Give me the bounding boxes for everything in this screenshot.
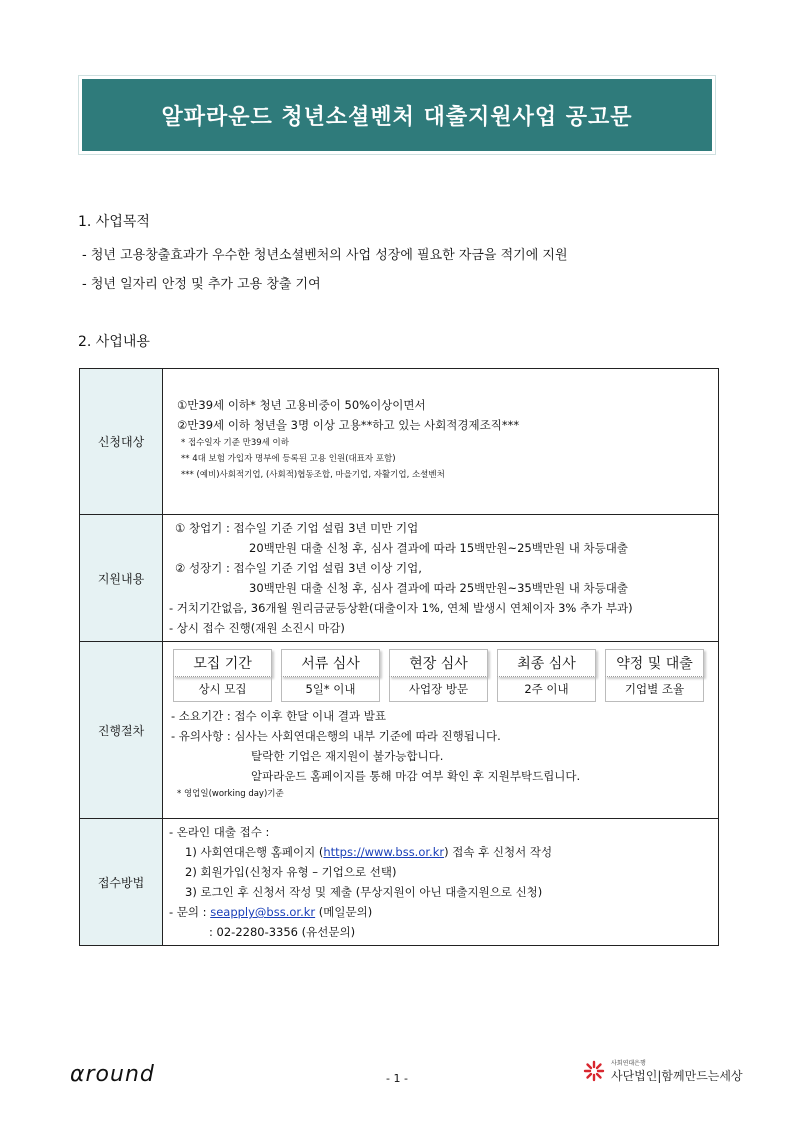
text-line: - 상시 접수 진행(재원 소진시 마감) (169, 621, 345, 635)
text-line: - 유의사항 : 심사는 사회연대은행의 내부 기준에 따라 진행됩니다. (171, 729, 501, 743)
text-line: ①만39세 이하* 청년 고용비중이 50%이상이면서 (177, 398, 426, 412)
text-line: 30백만원 대출 신청 후, 심사 결과에 따라 25백만원~35백만원 내 차등대출 (249, 581, 628, 595)
process-step (605, 649, 704, 702)
section1-heading: 1. 사업목적 (78, 214, 150, 230)
text-line (169, 842, 710, 862)
table-row (80, 642, 719, 819)
text-fragment: (메일문의) (315, 905, 373, 919)
page-number: - 1 - (386, 1072, 408, 1085)
page-title: 알파라운드 청년소셜벤처 대출지원사업 공고문 (82, 79, 712, 151)
text-line: ②만39세 이하 청년을 3명 이상 고용**하고 있는 사회적경제조직*** (177, 418, 520, 432)
process-step (497, 649, 596, 702)
text-line: - 소요기간 : 접수 이후 한달 이내 결과 발표 (171, 709, 387, 723)
step-title: 모집 기간 (173, 649, 272, 677)
org-subtitle: 사회연대은행 (611, 1060, 646, 1067)
step-title: 서류 심사 (281, 649, 380, 677)
row-label: 신청대상 (80, 369, 163, 515)
text-fragment: 1) 사회연대은행 홈페이지 ( (185, 845, 324, 859)
sunburst-icon (583, 1060, 605, 1082)
footnote: ** 4대 보험 가입자 명부에 등록된 고용 인원(대표자 포함) (181, 454, 396, 464)
step-duration: 2주 이내 (497, 677, 596, 702)
row-content (163, 642, 719, 819)
text-line: 탈락한 기업은 재지원이 불가능합니다. (251, 749, 444, 763)
row-content (163, 819, 719, 946)
row-content (163, 369, 719, 515)
footnote: * 영업일(working day)기준 (177, 789, 284, 799)
text-line: ① 창업기 : 접수일 기준 기업 설립 3년 미만 기업 (175, 521, 419, 535)
text-line: : 02-2280-3356 (유선문의) (209, 925, 356, 939)
row-content (163, 515, 719, 642)
text-line: 20백만원 대출 신청 후, 심사 결과에 따라 15백만원~25백만원 내 차등대출 (249, 541, 628, 555)
text-line: ② 성장기 : 접수일 기준 기업 설립 3년 이상 기업, (175, 561, 422, 575)
text-line (169, 902, 710, 922)
footnote: * 접수일자 기준 만39세 이하 (181, 438, 289, 448)
section2-heading: 2. 사업내용 (78, 334, 150, 350)
table-row (80, 369, 719, 515)
org-name: 사단법인|함께만드는세상 (611, 1069, 743, 1083)
process-step (281, 649, 380, 702)
section1-bullet: - 청년 일자리 안정 및 추가 고용 창출 기여 (82, 277, 321, 292)
table-row (80, 515, 719, 642)
step-duration: 5일* 이내 (281, 677, 380, 702)
process-step (389, 649, 488, 702)
step-duration: 상시 모집 (173, 677, 272, 702)
row-label: 진행절차 (80, 642, 163, 819)
row-label: 접수방법 (80, 819, 163, 946)
process-step (173, 649, 272, 702)
text-line: - 거치기간없음, 36개월 원리금균등상환(대출이자 1%, 연체 발생시 연체이자 3% 추가 부과) (169, 601, 633, 615)
org-logo (583, 1058, 743, 1084)
step-title: 현장 심사 (389, 649, 488, 677)
process-steps (173, 649, 710, 702)
email-link[interactable]: seapply@bss.or.kr (210, 905, 316, 919)
text-fragment: ) 접속 후 신청서 작성 (444, 845, 553, 859)
text-line: 2) 회원가입(신청자 유형 – 기업으로 선택) (185, 865, 397, 879)
alpharound-logo: αround (70, 1062, 155, 1087)
footnote: *** (예비)사회적기업, (사회적)협동조합, 마을기업, 자활기업, 소셜벤처 (181, 470, 445, 480)
title-banner (78, 75, 716, 155)
text-line: - 온라인 대출 접수 : (169, 825, 270, 839)
row-label: 지원내용 (80, 515, 163, 642)
text-fragment: - 문의 : (169, 905, 211, 919)
section1-bullet: - 청년 고용창출효과가 우수한 청년소셜벤처의 사업 성장에 필요한 자금을 적기에 지원 (82, 248, 568, 263)
text-line: 알파라운드 홈페이지를 통해 마감 여부 확인 후 지원부탁드립니다. (251, 769, 581, 783)
step-duration: 기업별 조율 (605, 677, 704, 702)
text-line: 3) 로그인 후 신청서 작성 및 제출 (무상지원이 아닌 대출지원으로 신청) (185, 885, 543, 899)
step-duration: 사업장 방문 (389, 677, 488, 702)
table-row (80, 819, 719, 946)
content-table (79, 368, 719, 946)
step-title: 최종 심사 (497, 649, 596, 677)
step-title: 약정 및 대출 (605, 649, 704, 677)
website-link[interactable]: https://www.bss.or.kr (323, 845, 445, 859)
